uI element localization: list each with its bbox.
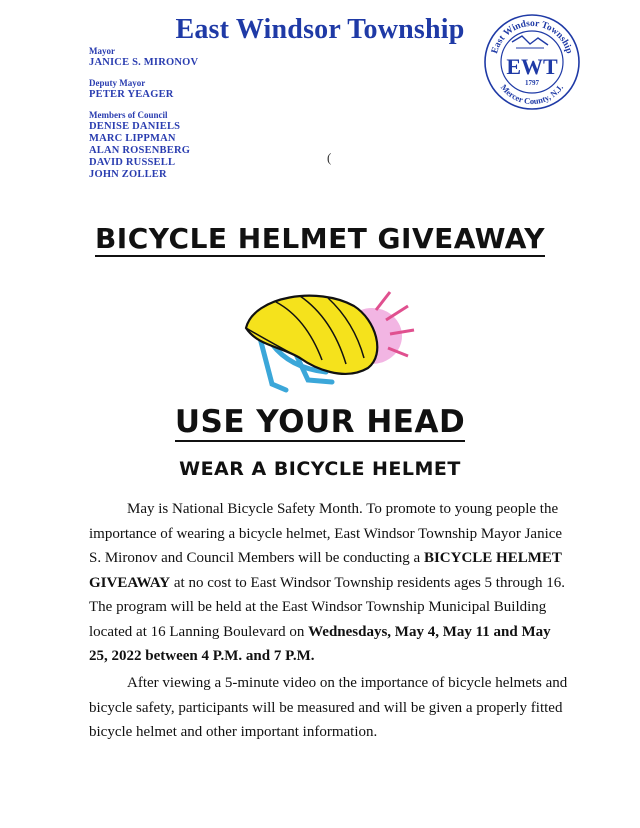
paragraph-text: at no cost to East Windsor Township residents ages 5 through 16. The program will be held at the East Windsor Township Municipal Building located at 16 Lanning Boulevard on <box>89 574 565 640</box>
wear-helmet-subheading: WEAR A BICYCLE HELMET <box>179 458 461 480</box>
use-your-head-heading <box>0 404 640 440</box>
township-title: East Windsor Township <box>175 14 465 45</box>
officials-list <box>89 46 289 181</box>
township-seal-icon <box>482 12 582 112</box>
stray-mark: ( <box>327 150 332 165</box>
seal-top-text: East Windsor Township <box>490 18 574 55</box>
council-member-name: DAVID RUSSELL <box>89 157 176 168</box>
paragraph-bold-dates: Wednesdays, May 4, May 11 and May 25, 2022 between 4 P.M. and 7 P.M. <box>89 623 551 664</box>
seal-bottom-text: Mercer County, N.J. <box>498 82 566 107</box>
paragraph-text: After viewing a 5-minute video on the importance of bicycle helmets and bicycle safety, participants will be measured and will be given a properly fitted bicycle helmet and other important information. <box>89 675 568 740</box>
council-member-name: JOHN ZOLLER <box>89 169 167 180</box>
seal-year: 1797 <box>525 79 539 87</box>
council-member-name: MARC LIPPMAN <box>89 133 176 144</box>
council-member-name: DENISE DANIELS <box>89 121 181 132</box>
paragraph-details <box>89 671 569 745</box>
seal-initials: EWT <box>506 54 558 79</box>
bicycle-helmet-icon <box>236 284 416 402</box>
council-member-name: ALAN ROSENBERG <box>89 145 191 156</box>
role-mayor: Mayor <box>89 46 115 56</box>
giveaway-heading <box>0 222 640 255</box>
role-council: Members of Council <box>89 110 168 120</box>
mayor-name: JANICE S. MIRONOV <box>89 57 199 68</box>
paragraph-text: May is National Bicycle Safety Month. To promote to young people the importance of wearing a bicycle helmet, East Windsor Township Mayor Janice S. Mironov and Council Members will be conducting a <box>89 501 563 566</box>
role-deputy-mayor: Deputy Mayor <box>89 78 146 88</box>
deputy-mayor-name: PETER YEAGER <box>89 89 174 100</box>
paragraph-bold-text: BICYCLE HELMET GIVEAWAY <box>89 550 562 591</box>
giveaway-heading-text: BICYCLE HELMET GIVEAWAY <box>94 222 546 255</box>
use-your-head-text: USE YOUR HEAD <box>174 404 466 440</box>
paragraph-announcement <box>89 497 569 669</box>
